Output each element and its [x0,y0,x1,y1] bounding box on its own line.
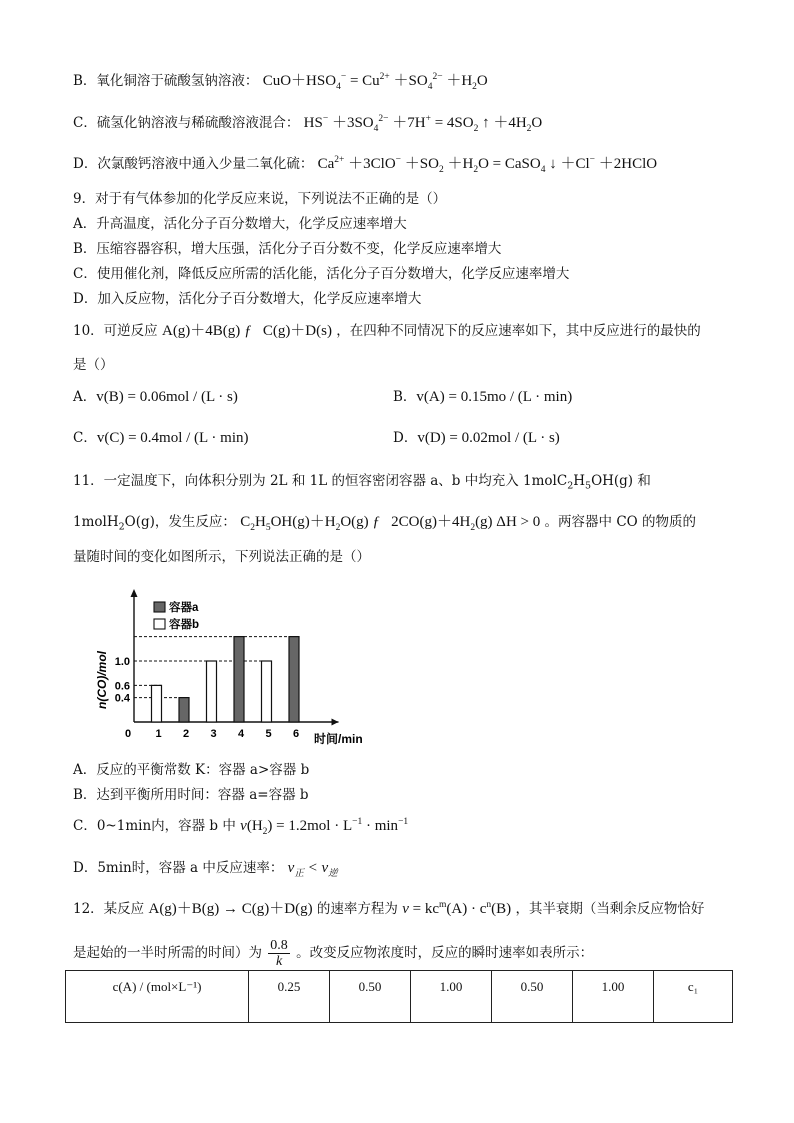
q12-stem-line2: 是起始的一半时所需的时间）为 $\frac{0.8}{k}$ 。改变反应物浓度时，反应的瞬时速率如表所示： [73,938,594,969]
q8-d-equation: $Ca^{2+} +3ClO^- +SO_2 +H_2O$ = CaSO$_4$ ↓ ＋Cl− ＋2HClO [317,155,658,175]
x-tick-label: 4 [237,728,245,740]
q11-reaction: $C_2H_5OH(g)+H_2O(g)$ ƒ $2CO(g)+4H_2(g) \Delta H > 0$ [240,514,541,533]
q10-stem: 10．可逆反应 A(g)＋4B(g) ƒ C(g)＋D(s) ，在四种不同情况下的反应速率如下，其中反应进行的最快的 [73,323,701,339]
q11-stem-line2: 1molH$_2$O(g)，发生反应： $C_2H_5OH(g)+H_2O(g)$ ƒ $2CO(g)+4H_2(g) \Delta H > 0$ 。两容器中 CO 的物质的 [73,514,697,533]
table-cell: 1.00 [573,971,654,1023]
bar-container-b [207,661,217,722]
q9-option-b: B．压缩容器容积，增大压强，活化分子百分数不变，化学反应速率增大 [73,241,502,257]
q11-option-a: A．反应的平衡常数 K：容器 a>容器 b [73,762,310,778]
q8-option-d: D．次氯酸钙溶液中通入少量二氧化硫： $Ca^{2+} +3ClO^- +SO_2 +H_2O$ = CaSO$_4$ ↓ ＋Cl− ＋2HClO [73,155,658,175]
legend-swatch-a [154,602,165,612]
table-cell: 0.50 [330,971,411,1023]
q12-rate-law: $v = kc^m(A) \cdot c^n(B)$ [402,900,512,917]
legend-label-a: 容器a [169,602,199,614]
x-axis-arrow [332,719,339,726]
y-tick-label: 1.0 [114,656,130,668]
q12-reaction: A(g)＋B(g) → C(g)＋D(g) [148,901,313,917]
q9-stem: 9．对于有气体参加的化学反应来说，下列说法不正确的是（） [73,191,447,207]
q11-d-rate: $v_正 < v_逆$ [287,860,338,879]
q8-option-b: B．氧化铜溶于硫酸氢钠溶液： $CuO+HSO_4^- = Cu^{2+} +SO_4^{2-} +H_2O$ [73,72,488,92]
x-tick-label: 3 [210,728,217,740]
table-cell: 1.00 [411,971,492,1023]
q12-stem-line1: 12．某反应 A(g)＋B(g) → C(g)＋D(g) 的速率方程为 $v = kc^m(A) \cdot c^n(B)$ ，其半衰期（当剩余反应物恰好 [73,900,705,917]
q11-stem-line3: 量随时间的变化如图所示，下列说法正确的是（） [73,549,370,565]
chart-bars [152,637,300,722]
q9-option-d: D．加入反应物，活化分子百分数增大，化学反应速率增大 [73,291,422,307]
legend-label-b: 容器b [169,619,200,631]
q10-stem-tail: 是（） [73,357,114,373]
table-header-cell: c(A) / (mol×L⁻¹) [66,971,249,1023]
q9-option-c: C．使用催化剂，降低反应所需的活化能，活化分子百分数增大，化学反应速率增大 [73,266,570,282]
x-tick-label: 2 [182,728,190,740]
q10-reaction: A(g)＋4B(g) ƒ C(g)＋D(s) [161,323,332,339]
table-cell: c₁ [654,971,733,1023]
legend-swatch-b [154,619,165,629]
q11-option-b: B．达到平衡所用时间：容器 a=容器 b [73,787,309,803]
table-cell: 0.25 [249,971,330,1023]
y-tick-label: 0.6 [114,680,130,693]
bar-container-b [262,661,272,722]
q10-option-d: D．v(D) = 0.02mol / (L · s) [393,430,560,446]
q12-half-life-fraction: $\frac{0.8}{k}$ [270,938,288,969]
chart-y-label: n(CO)/mol [95,651,109,709]
q10-option-b: B．v(A) = 0.15mo / (L · min) [393,389,573,405]
bar-container-a [289,637,299,722]
bar-container-a [234,637,244,722]
x-tick-label: 0 [124,728,132,740]
x-tick-label: 6 [292,728,300,740]
q8-c-equation: $HS^- +3SO_4^{2-} +7H^+ = 4SO_2$ ↑ $+4H_2O$ [303,114,543,134]
co-amount-bar-chart [92,585,382,750]
bar-container-b [152,685,162,722]
q11-c-rate: $v(H_2) = 1.2mol \cdot L^{-1} \cdot \min^{-1}$ [240,817,409,837]
chart-legend [154,600,199,631]
q10-option-a: A．v(B) = 0.06mol / (L · s) [73,389,238,405]
q8-b-equation: $CuO+HSO_4^- = Cu^{2+} +SO_4^{2-} +H_2O$ [262,72,488,92]
table-cell: 0.50 [492,971,573,1023]
q9-option-a: A．升高温度，活化分子百分数增大，化学反应速率增大 [73,216,407,232]
q8-option-c: C．硫氢化钠溶液与稀硫酸溶液混合： $HS^- +3SO_4^{2-} +7H^+ = 4SO_2$ ↑ $+4H_2O$ [73,114,543,134]
q11-option-c: C．0~1min内，容器 b 中 $v(H_2) = 1.2mol \cdot L^{-1} \cdot \min^{-1}$ [73,817,409,837]
q11-option-d: D．5min时，容器 a 中反应速率： $v_正 < v_逆$ [73,860,338,879]
x-tick-label: 5 [265,728,272,740]
chart-x-label: 时间/min [314,732,363,746]
y-tick-label: 0.4 [114,692,130,705]
q12-rate-table [65,970,733,1023]
bar-container-a [179,698,189,722]
q10-option-c: C．v(C) = 0.4mol / (L · min) [73,430,249,446]
q11-stem-line1: 11．一定温度下，向体积分别为 2L 和 1L 的恒容密闭容器 a、b 中均充入 $1molC_2H_5OH(g)$ 和 [73,473,651,492]
y-axis-arrow [131,589,138,597]
table-row [66,971,733,1023]
x-tick-label: 1 [155,728,162,740]
